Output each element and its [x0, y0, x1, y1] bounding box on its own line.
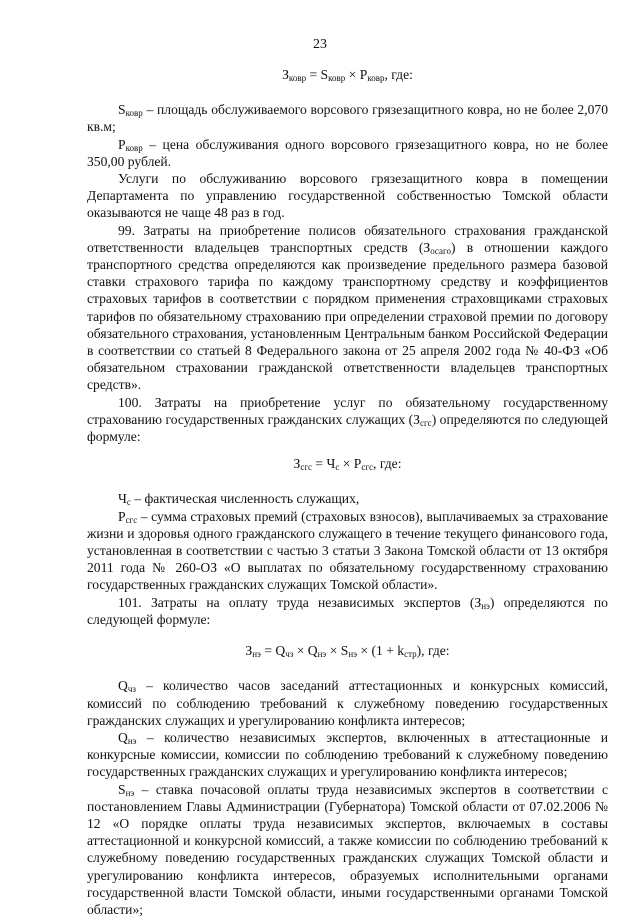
formula-z-kovr: $З_{ковр} = S_{ковр} \times P_{ковр}$, где: [282, 67, 413, 83]
page-content [87, 64, 608, 918]
paragraph-101: 101. Затраты на оплату труда независимых экспертов $(З_{нэ})$ определяются по следующей формуле: [87, 594, 608, 627]
paragraph-carpet-services: Услуги по обслуживанию ворсового грязезащитного ковра в помещении Департамента по управлению государственной собственностью Томской области оказываются не чаще 48 раз в год. [87, 171, 608, 221]
paragraph-100: 100. Затраты на приобретение услуг по обязательному государственному страхованию государственных гражданских служащих $(З_{сгс})$ определяются по следующей формуле: [87, 394, 608, 445]
definition-q-ne: $Q_{нэ}$ – количество независимых экспертов, включенных в аттестационные и конкурсные комиссии, комиссии по соблюдению требований к служебному поведению государственных гражданских служащих и урегулированию конфликта интересов; [87, 729, 608, 780]
definition-s-kovr: $S_{ковр}$ – площадь обслуживаемого ворсового грязезащитного ковра, но не более 2,070 кв.м; [87, 102, 608, 135]
definition-p-sgs: $P_{сгс}$ – сумма страховых премий (страховых взносов), выплачиваемых за страхование жизни и здоровья одного гражданского служащего в течение текущего финансового года, установленная в соответствии с частью 3 статьи 3 Закона Томской области от 13 октября 2011 года № 260-ОЗ «О выплатах по обязательному государственному страхованию государственных гражданских служащих Томской области». [87, 508, 608, 593]
paragraph-99: 99. Затраты на приобретение полисов обязательного страхования гражданской ответственности владельцев транспортных средств $(З_{осаго})$ в отношении каждого транспортного средства определяются как произведение предельного размера базовой ставки страхового тарифа по каждому транспортному средству и коэффициентов страховых тарифов в соответствии с порядком применения страховщиками страховых тарифов по обязательному страхованию при определении страховой премии по договору обязательного страхования, установленным Центральным банком Российской Федерации в соответствии со статьей 8 Федерального закона от 25 апреля 2002 года № 40-ФЗ «Об обязательном страховании гражданской ответственности владельцев транспортных средств». [87, 222, 609, 393]
definition-ch-s: $Ч_с$ – фактическая численность служащих, [118, 491, 360, 508]
definition-s-ne: $S_{нэ}$ – ставка почасовой оплаты труда независимых экспертов в соответствии с постановлением Главы Администрации (Губернатора) Томской области от 07.02.2006 № 12 «О порядке оплаты труда независимых экспертов, включаемых в составы аттестационной и конкурсной комиссий, а также комиссии по соблюдению требований к служебному поведению государственных гражданских служащих Томской области и урегулированию конфликта интересов, образуемых исполнительными органами государственной власти Томской области, иными государственными органами Томской области»; [87, 781, 608, 917]
page-number: 23 [313, 37, 327, 52]
formula-z-ne: $З_{нэ} = Q_{чз} \times Q_{нэ} \times S_{нэ} \times (1 + k_{стр})$, где: [245, 643, 450, 660]
definition-q-chz: $Q_{чз}$ – количество часов заседаний аттестационных и конкурсных комиссий, комиссий по соблюдению требований к служебному поведению государственных гражданских служащих и урегулированию конфликта интересов; [87, 678, 608, 728]
definition-p-kovr: $P_{ковр}$ – цена обслуживания одного ворсового грязезащитного ковра, но не более 350,00 рублей. [87, 136, 608, 169]
formula-z-sgs: $З_{сгс} = Ч_с \times P_{сгс}$, где: [293, 456, 402, 473]
